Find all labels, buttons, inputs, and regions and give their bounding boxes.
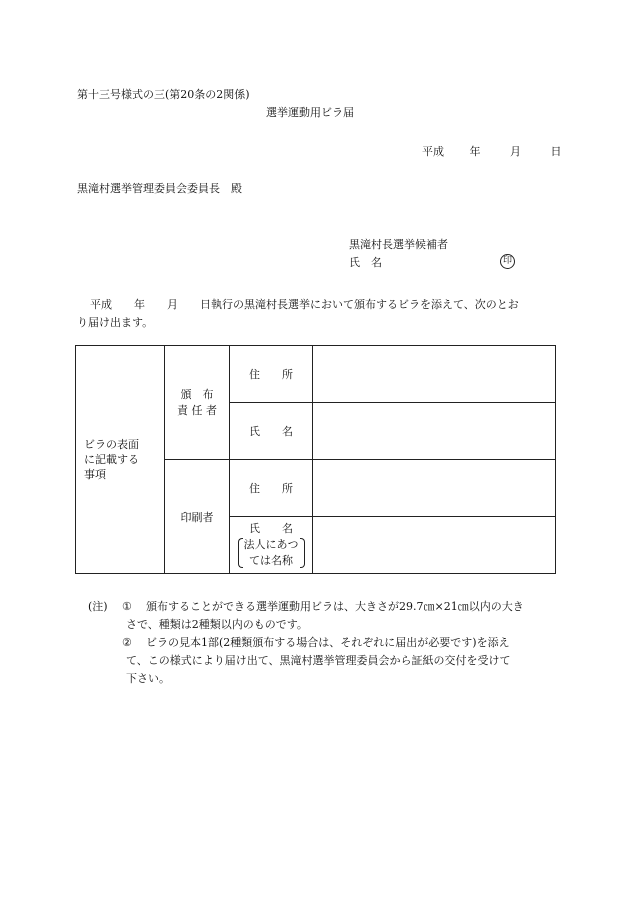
applicant-name-label: 氏 名 bbox=[349, 256, 382, 269]
address-label-cell bbox=[230, 346, 313, 403]
printer-name-label-cell bbox=[230, 517, 313, 574]
name-label-cell bbox=[230, 403, 313, 460]
applicant-role: 黒滝村長選挙候補者 bbox=[349, 238, 448, 251]
body-text-line2: り届け出ます。 bbox=[77, 316, 154, 329]
note1-line1: 頒布することができる選挙運動用ビラは、大きさが29.7㎝×21㎝以内の大き bbox=[146, 600, 524, 613]
printer-label-cell bbox=[165, 460, 230, 574]
date-line bbox=[422, 143, 562, 159]
note1-line2: さで、種類は2種類以内のものです。 bbox=[126, 618, 308, 631]
addressee: 黒滝村選挙管理委員会委員長 殿 bbox=[77, 182, 242, 195]
distribution-manager-label-cell bbox=[165, 346, 230, 460]
printer-address-input[interactable] bbox=[313, 460, 556, 517]
row-header-line: に記載する bbox=[84, 453, 139, 466]
date-year: 年 bbox=[469, 145, 481, 158]
printer-name-input[interactable] bbox=[313, 517, 556, 574]
form-number: 第十三号様式の三(第20条の2関係) bbox=[77, 88, 250, 101]
printer-label: 印刷者 bbox=[180, 510, 214, 524]
row-header-line: ビラの表面 bbox=[84, 438, 139, 451]
name-label: 氏 名 bbox=[249, 522, 293, 535]
date-day: 日 bbox=[550, 145, 562, 158]
address-label: 住 所 bbox=[249, 368, 293, 381]
seal-mark: 印 bbox=[500, 254, 515, 269]
corporate-note bbox=[238, 537, 305, 569]
address-label-cell bbox=[230, 460, 313, 517]
seal-mark-wrap bbox=[500, 253, 515, 269]
distribution-address-input[interactable] bbox=[313, 346, 556, 403]
note1-marker: ① bbox=[122, 600, 132, 613]
note2-line3: 下さい。 bbox=[126, 672, 170, 685]
date-month: 月 bbox=[510, 145, 521, 158]
row-header-cell bbox=[76, 346, 165, 574]
distribution-label-line: 頒 布 bbox=[180, 387, 214, 401]
address-label: 住 所 bbox=[249, 482, 293, 495]
distribution-name-input[interactable] bbox=[313, 403, 556, 460]
row-header-line: 事項 bbox=[84, 468, 106, 481]
form-title: 選挙運動用ビラ届 bbox=[266, 106, 354, 119]
corp-note-line: 法人にあつ bbox=[243, 538, 299, 551]
note2-marker: ② bbox=[122, 636, 132, 649]
distribution-label-line: 責 任 者 bbox=[177, 403, 217, 417]
note2-line2: て、この様式により届け出て、黒滝村選挙管理委員会から証紙の交付を受けて bbox=[126, 654, 511, 667]
notes-prefix: (注) bbox=[88, 600, 108, 613]
date-era: 平成 bbox=[422, 145, 444, 158]
name-label: 氏 名 bbox=[249, 425, 293, 438]
corp-note-line: ては名称 bbox=[249, 554, 293, 567]
note2-line1: ビラの見本1部(2種類頒布する場合は、それぞれに届出が必要です)を添え bbox=[146, 636, 510, 649]
body-text-line1: 平成 年 月 日執行の黒滝村長選挙において頒布するビラを添えて、次のとお bbox=[90, 298, 519, 311]
notes-section bbox=[88, 598, 558, 688]
details-table bbox=[75, 345, 556, 574]
